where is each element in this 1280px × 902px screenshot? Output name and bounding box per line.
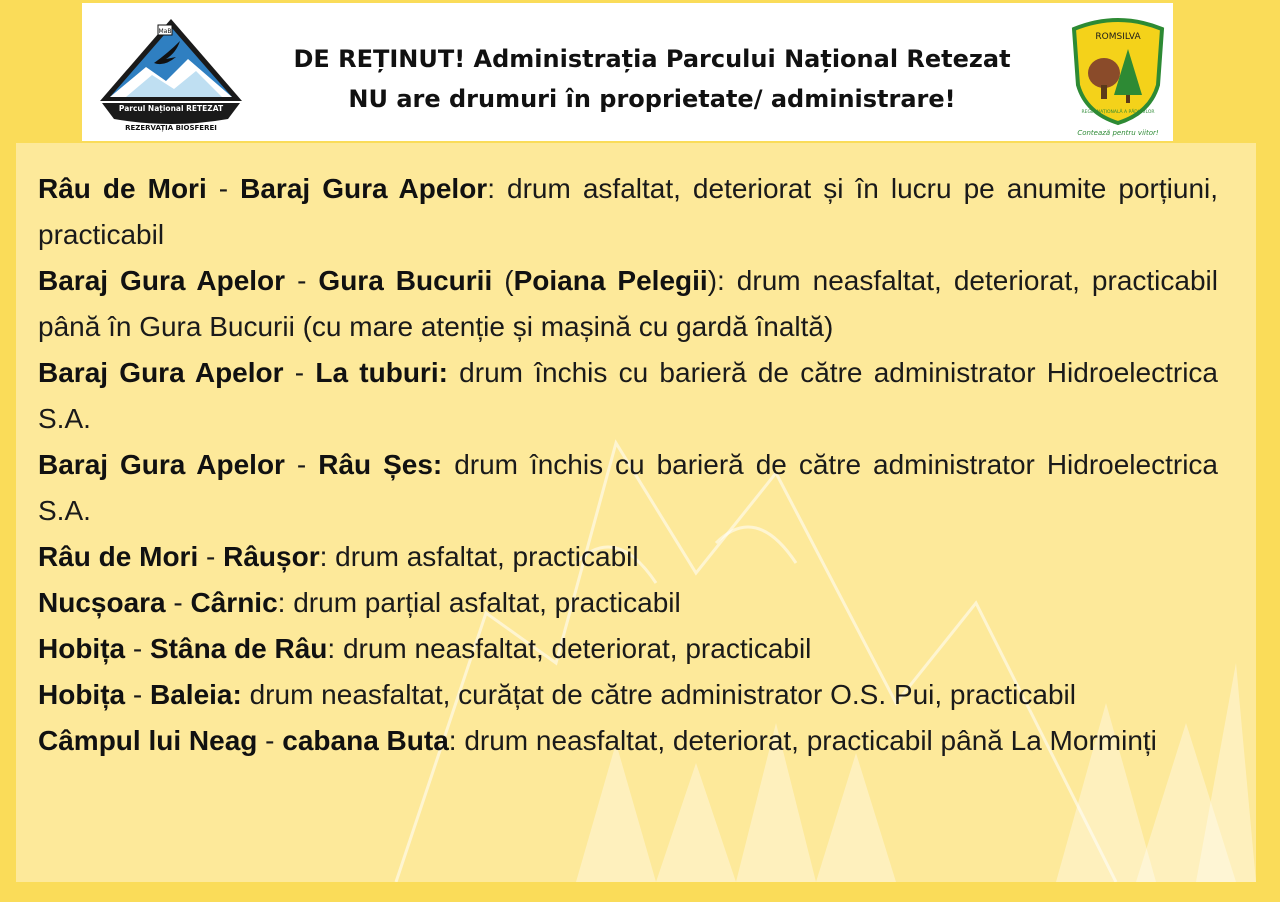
road-entry xyxy=(38,258,1218,350)
road-entry xyxy=(38,442,1218,534)
header-banner xyxy=(82,3,1173,141)
road-separator: - xyxy=(257,725,283,756)
road-to: Râu Șes: xyxy=(318,449,443,480)
romsilva-motto-text: Contează pentru viitor! xyxy=(1077,129,1159,137)
road-to: Gura Bucurii xyxy=(318,265,493,296)
road-entry xyxy=(38,166,1218,258)
road-description: : drum asfaltat, deteriorat și în lucru pe anumite porțiuni, practicabil xyxy=(38,173,1219,250)
header-title-line-1: DE REȚINUT! Administrația Parcului Național Retezat xyxy=(293,45,1011,73)
road-to: Râușor xyxy=(223,541,320,572)
road-description: : drum neasfaltat, deteriorat, practicabil până La Morminți xyxy=(448,725,1157,756)
park-name-text: Parcul Național RETEZAT xyxy=(118,104,224,113)
road-from: Râu de Mori xyxy=(38,173,207,204)
road-to-detail: Poiana Pelegii xyxy=(513,265,708,296)
road-separator: - xyxy=(285,265,319,296)
road-description: drum închis cu barieră de către administrator Hidroelectrica S.A. xyxy=(38,449,1218,526)
road-separator: - xyxy=(283,357,316,388)
biosphere-text: REZERVAȚIA BIOSFEREI xyxy=(125,124,217,132)
content-panel xyxy=(16,143,1256,882)
road-separator: - xyxy=(125,633,150,664)
mab-badge-text: MaB xyxy=(158,28,172,35)
road-status-list xyxy=(38,166,1218,764)
road-entry xyxy=(38,718,1218,764)
road-description: : drum neasfaltat, deteriorat, practicabil xyxy=(327,633,812,664)
header-title-line-2: NU are drumuri în proprietate/ administrare! xyxy=(348,85,956,113)
road-from: Râu de Mori xyxy=(38,541,199,572)
road-separator: - xyxy=(198,541,224,572)
road-to: La tuburi: xyxy=(315,357,448,388)
road-from: Baraj Gura Apelor xyxy=(38,449,285,480)
road-to: Cârnic xyxy=(190,587,278,618)
road-to: Baleia: xyxy=(150,679,242,710)
road-separator: - xyxy=(165,587,191,618)
road-from: Baraj Gura Apelor xyxy=(38,357,284,388)
road-description: drum neasfaltat, curățat de către administrator O.S. Pui, practicabil xyxy=(241,679,1076,710)
road-entry xyxy=(38,580,1218,626)
road-from: Baraj Gura Apelor xyxy=(38,265,286,296)
road-entry xyxy=(38,534,1218,580)
romsilva-side-text: REGIA NAȚIONALĂ A PĂDURILOR xyxy=(1081,110,1155,115)
road-from: Nucșoara xyxy=(38,587,166,618)
road-from: Hobița xyxy=(38,633,126,664)
road-separator: ( xyxy=(492,265,514,296)
road-to: Baraj Gura Apelor xyxy=(240,173,488,204)
road-description: : drum parțial asfaltat, practicabil xyxy=(277,587,681,618)
road-separator: - xyxy=(125,679,150,710)
road-entry xyxy=(38,626,1218,672)
road-description: drum închis cu barieră de către administrator Hidroelectrica S.A. xyxy=(38,357,1218,434)
header-title xyxy=(242,39,1062,119)
retezat-park-logo-icon xyxy=(96,15,246,135)
road-to: cabana Buta xyxy=(282,725,449,756)
road-entry xyxy=(38,672,1218,718)
road-description: ): drum neasfaltat, deteriorat, practicabil până în Gura Bucurii (cu mare atenție și mașină cu gardă înaltă) xyxy=(38,265,1218,342)
road-entry xyxy=(38,350,1218,442)
romsilva-logo-icon xyxy=(1066,15,1170,139)
road-from: Câmpul lui Neag xyxy=(38,725,258,756)
romsilva-top-text: ROMSILVA xyxy=(1095,32,1141,42)
road-description: : drum asfaltat, practicabil xyxy=(319,541,639,572)
road-separator: - xyxy=(206,173,241,204)
road-to: Stâna de Râu xyxy=(150,633,328,664)
road-separator: - xyxy=(284,449,319,480)
road-from: Hobița xyxy=(38,679,126,710)
